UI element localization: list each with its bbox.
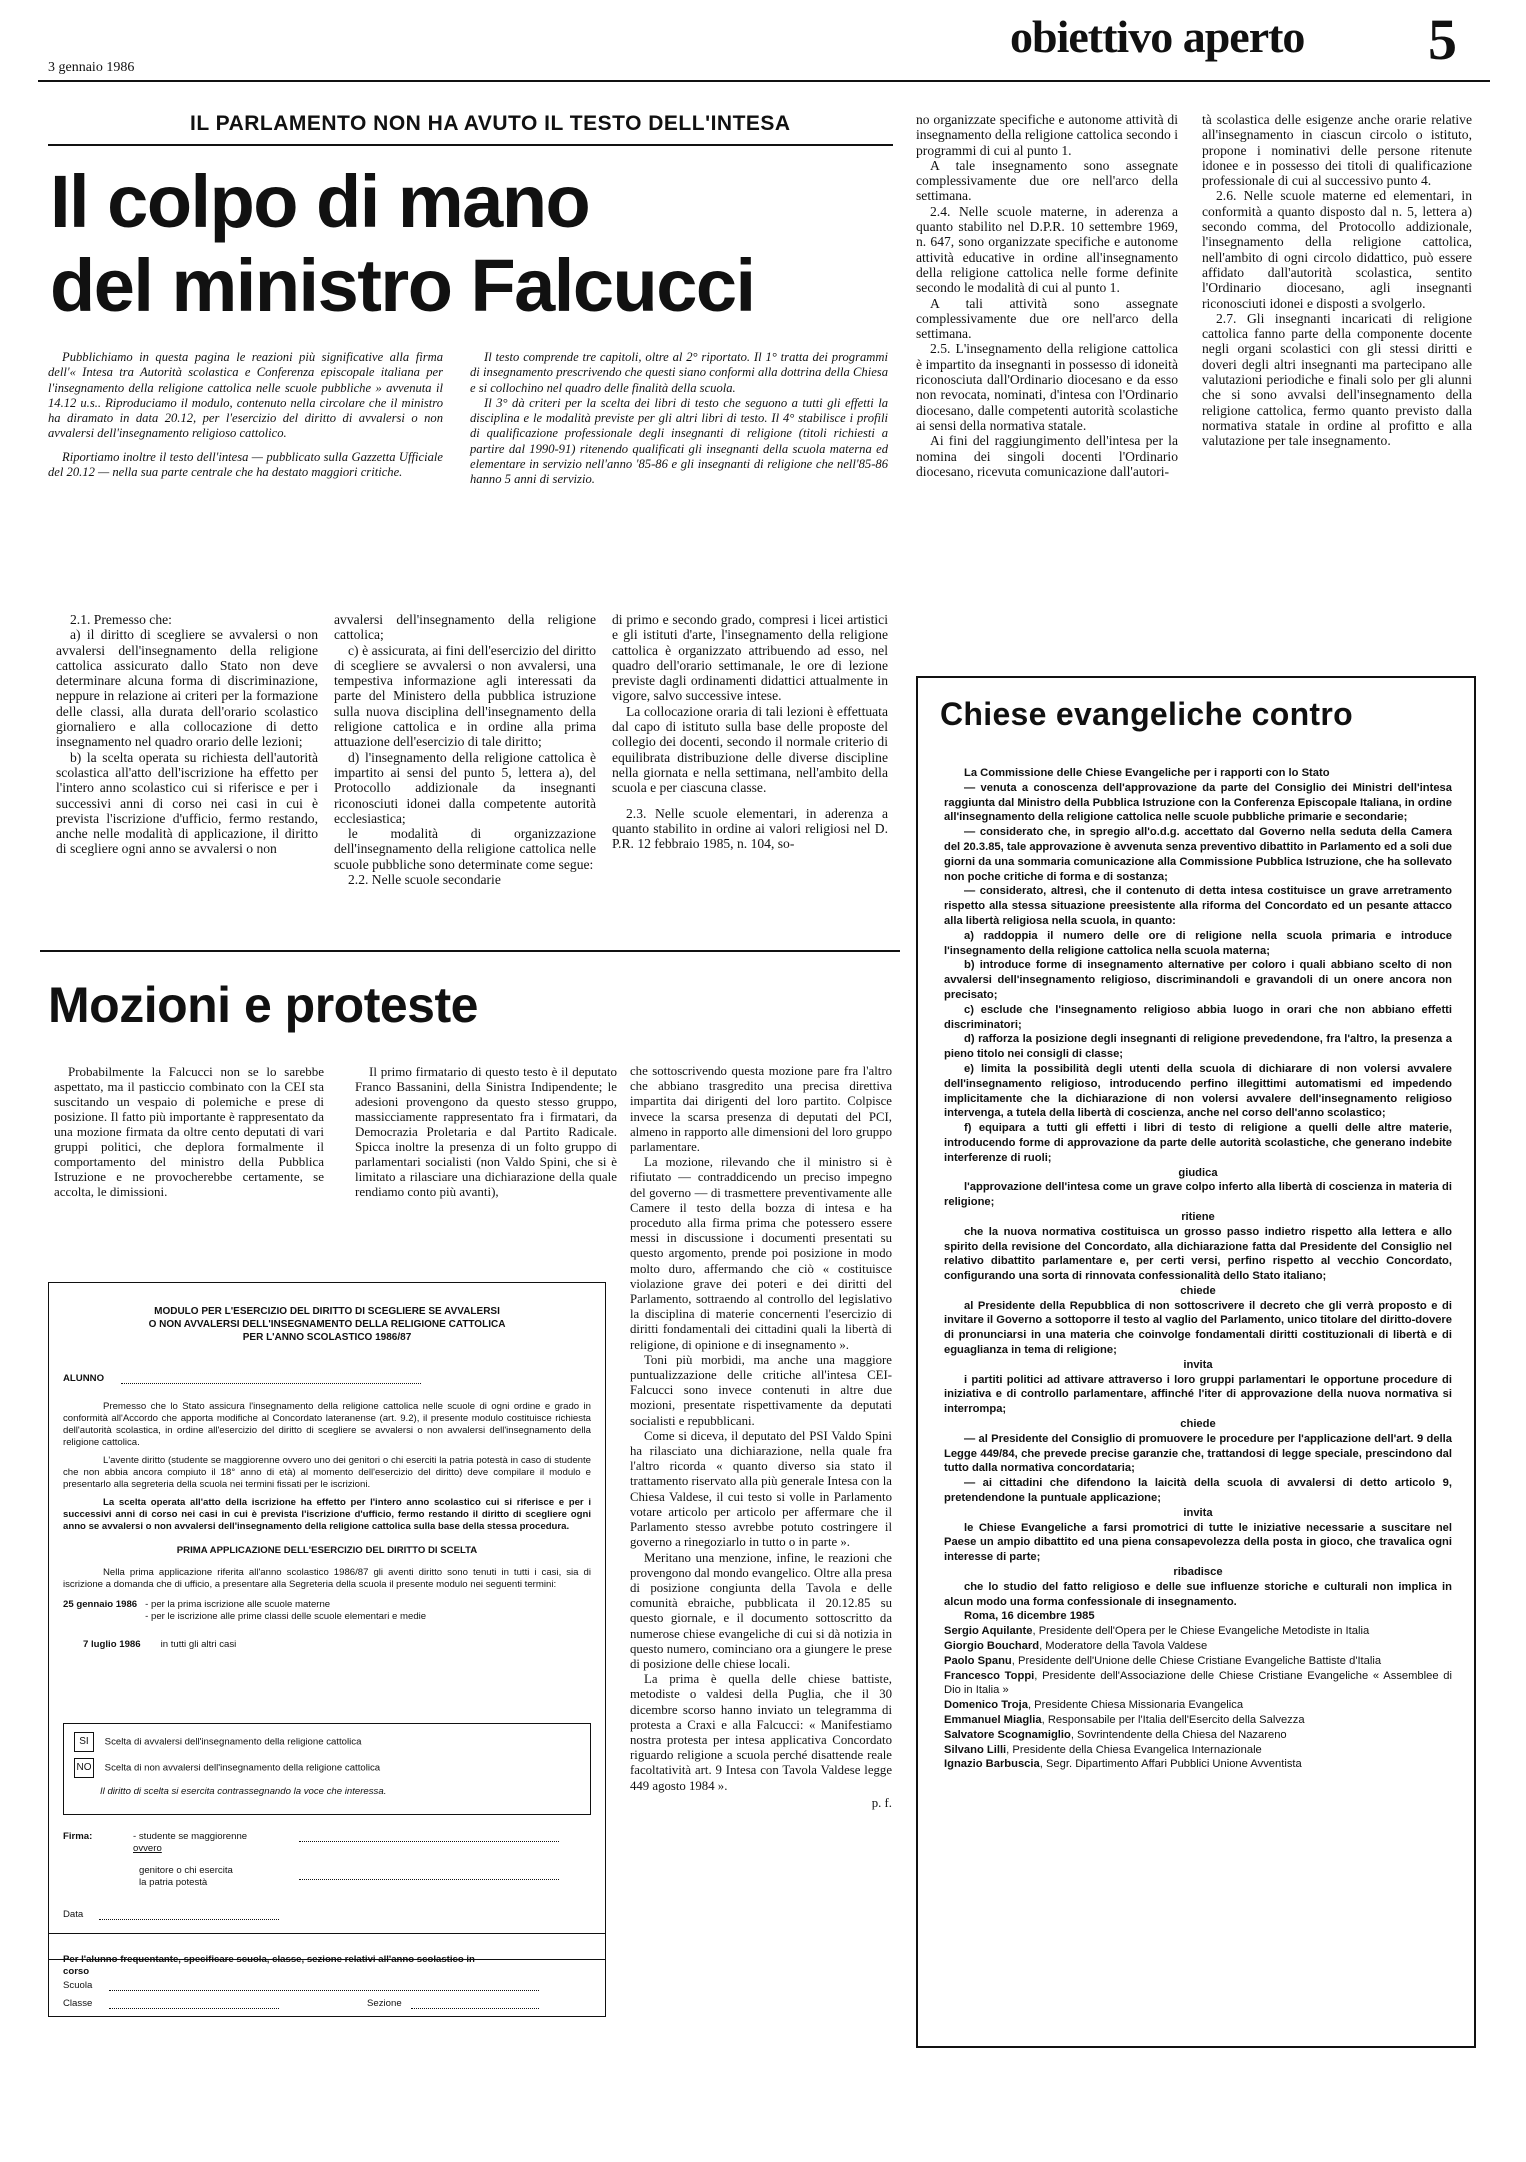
firma-option: - studente se maggiorenne <box>133 1831 248 1842</box>
body-paragraph: no organizzate specifiche e autonome attività di insegnamento della religione cattolica secondo i programmi di cui al punto 1. <box>916 112 1178 158</box>
body-paragraph: La collocazione oraria di tali lezioni è effettuata dal capo di istituto sulla base delle proposte del collegio dei docenti, secondo il normale criterio di equilibrata distribuzione delle diverse discipline nella giornata e nella settimana, nell'ambito della scuola e per ciascuna classe. <box>612 703 888 796</box>
scuola-field[interactable] <box>109 1990 539 1991</box>
signatory-role: , Responsabile per l'Italia dell'Esercito della Salvezza <box>1041 1714 1305 1726</box>
body-paragraph: che sottoscrivendo questa mozione pare fra l'altro che abbiano trasgredito una precisa direttiva impartita dai dirigenti del loro partito. Colpisce invece la scarsa presenza di deputati del PCI, almeno in rapporto alle dimensioni del loro gruppo parlamentare. <box>630 1064 892 1155</box>
modulo-subtitle: PRIMA APPLICAZIONE DELL'ESERCIZIO DEL DIRITTO DI SCELTA <box>176 1545 478 1556</box>
choice-si-checkbox[interactable]: SI <box>74 1732 94 1752</box>
mozioni-col-2 <box>355 1064 617 1199</box>
signatory <box>944 1743 1452 1758</box>
intro-paragraph: Il 3° dà criteri per la scelta dei libri di testo che seguono a tutti gli effetti la disciplina e le modalità previste per gli altri libri di testo. Il 4° stabilisce i profili di qualificazione professionale degli insegnanti di religione (titoli richiesti a partire dal 1990-91) ritenendo qualificati gli insegnanti della scuola materna ed elementare in servizio nell'anno '85-86 e gli insegnanti di religione che nell'85-86 hanno 5 anni di servizio. <box>470 395 888 487</box>
signoff: p. f. <box>871 1795 892 1810</box>
classe-label: Classe <box>63 1998 93 2009</box>
body-paragraph: d) l'insegnamento della religione cattolica è impartito ai sensi del punto 5, lettera a), del Protocollo addizionale da insegnanti riconosciuti idonei dalla competente autorità ecclesiastica; <box>334 749 596 826</box>
choice-box <box>63 1723 591 1815</box>
statement-keyword: invita <box>1183 1506 1213 1519</box>
deadline-text: - per le iscrizione alle prime classi delle scuole elementari e medie <box>145 1611 427 1622</box>
alunno-label: ALUNNO <box>63 1373 105 1384</box>
body-paragraph: a) il diritto di scegliere se avvalersi o non avvalersi dell'insegnamento della religione cattolica assicurato dallo Stato non deve determinare alcuna forma di discriminazione, neppure in relazione ai criteri per la formazione delle classi, alla durata dell'orario scolastico giornaliero e alla collocazione di detto insegnamento nel quadro orario delle lezioni; <box>56 627 318 750</box>
kicker: IL PARLAMENTO NON HA AVUTO IL TESTO DELL'INTESA <box>190 112 791 135</box>
intro-paragraph: Pubblichiamo in questa pagina le reazioni più significative alla firma dell'« Intesa tra Autorità scolastica e Conferenza episcopale italiana per l'insegnamento della religione cattolica nelle scuole pubbliche » avvenuta il 14.12 u.s.. Riproduciamo il modulo, contenuto nella circolare che il ministro ha diramato in data 20.12, per l'esercizio del diritto di avvalersi o non avvalersi dell'insegnamento religioso cattolico. <box>48 350 443 441</box>
statement-paragraph: e) limita la possibilità degli utenti della scuola di dichiarare di non volersi avvalere dell'insegnamento religioso, introducendo perfino illegittimi automatismi ed impedendo implicitamente che la dichiarazione di non volersi avvalere dell'insegnamento religioso intervenga, a tutela della libertà di coscienza, anche nel corso dell'anno scolastico; <box>944 1062 1452 1120</box>
statement-keyword: ritiene <box>1181 1210 1215 1223</box>
evangeliche-headline: Chiese evangeliche contro <box>940 696 1353 732</box>
modulo-title: PER L'ANNO SCOLASTICO 1986/87 <box>242 1332 412 1343</box>
modulo-footer <box>48 1950 606 2017</box>
statement-keyword: giudica <box>1178 1166 1218 1179</box>
statement-paragraph: — considerato, altresì, che il contenuto di detta intesa costituisce un grave arretramento rispetto alla stessa situazione preesistente alla riforma del Concordato ed un pesante attacco alla libertà religiosa nella scuola, in quanto: <box>944 885 1452 927</box>
masthead: obiettivo aperto <box>1010 11 1305 62</box>
firma-option: genitore o chi esercita <box>139 1865 233 1876</box>
sezione-field[interactable] <box>411 2008 539 2009</box>
body-paragraph: 2.6. Nelle scuole materne ed elementari, in conformità a quanto disposto dal n. 5, lettera a) secondo comma, del Protocollo addizionale, l'insegnamento della religione cattolica, nell'ambito di ogni circolo didattico, può essere affidato dall'autorità scolastica, sentito l'Ordinario diocesano, agli insegnanti riconosciuti idonei e disposti a svolgerlo. <box>1202 188 1472 311</box>
data-field[interactable] <box>99 1919 279 1920</box>
body-paragraph: 2.3. Nelle scuole elementari, in aderenza a quanto stabilito in ordine ai valori religiosi nel D. P.R. 12 febbraio 1985, n. 104, so- <box>612 805 888 852</box>
statement-paragraph: le Chiese Evangeliche a farsi promotrici di tutte le iniziative necessarie a suscitare nel Paese un ampio dibattito ed una piena consapevolezza della posta in gioco, che travalica ogni interesse di parte; <box>944 1521 1452 1564</box>
signatory-role: , Moderatore della Tavola Valdese <box>1039 1640 1208 1653</box>
firma-or: ovvero <box>133 1843 162 1854</box>
signatory-role: , Sovrintendente della Chiesa del Nazareno <box>1070 1728 1287 1741</box>
statement-paragraph: che lo studio del fatto religioso e delle sue influenze storiche e culturali non implica in alcun modo una forma confessionale di insegnamento. <box>944 1580 1452 1608</box>
signatory-name: Emmanuel Miaglia <box>944 1714 1042 1726</box>
deadline-text: - per la prima iscrizione alle scuole materne <box>145 1599 331 1610</box>
signatory <box>944 1669 1452 1699</box>
body-paragraph: 2.1. Premesso che: <box>70 612 172 627</box>
body-col-1 <box>56 612 318 857</box>
headline-line-1: Il colpo di mano <box>50 160 590 243</box>
choice-no-label: Scelta di non avvalersi dell'insegnamento della religione cattolica <box>104 1762 381 1774</box>
body-col-3 <box>612 612 888 851</box>
statement-keyword: chiede <box>1180 1284 1216 1297</box>
choice-no-checkbox[interactable]: NO <box>74 1758 94 1778</box>
signatory-role: , Presidente dell'Associazione delle Chiese Cristiane Evangeliche « Assemblee di Dio in Italia » <box>944 1669 1452 1697</box>
signatory-name: Paolo Spanu <box>944 1654 1012 1667</box>
signatory-role: , Presidente dell'Unione delle Chiese Cristiane Evangeliche Battiste d'Italia <box>1011 1654 1382 1667</box>
modulo-form <box>48 1282 606 1960</box>
body-paragraph: b) la scelta operata su richiesta dell'autorità scolastica all'atto dell'iscrizione ha effetto per l'intero anno scolastico cui si riferisce e per i successivi anni di corso nei casi in cui è prevista l'iscrizione d'ufficio, fermo restando, anche nelle modalità di applicazione, il diritto di scegliere ogni anno se avvalersi o non <box>56 749 318 857</box>
signatory <box>944 1639 1452 1654</box>
body-paragraph: c) è assicurata, ai fini dell'esercizio del diritto di scegliere se avvalersi o non avvalersi, una tempestiva informazione agli interessati da parte del Ministero della pubblica istruzione sulla nuova disciplina dell'insegnamento della religione cattolica e in ordine alla prima attuazione dell'esercizio di tale diritto; <box>334 642 596 750</box>
statement-keyword: invita <box>1183 1358 1213 1371</box>
signatory <box>944 1713 1452 1728</box>
body-paragraph: A tale insegnamento sono assegnate complessivamente due ore nell'arco della settimana. <box>916 157 1178 204</box>
signatory <box>944 1654 1452 1669</box>
body-paragraph: le modalità di organizzazione dell'insegnamento della religione cattolica nelle scuole pubbliche sono determinate come segue: <box>334 826 596 872</box>
signatory <box>944 1728 1452 1743</box>
body-paragraph: Il primo firmatario di questo testo è il deputato Franco Bassanini, della Sinistra Indipendente; le adesioni provengono da questo stesso gruppo, massicciamente rappresentato fra i firmatari, da Democrazia Proletaria e dal Partito Radicale. Spicca inoltre la presenza di un folto gruppo di parlamentari socialisti (non Valdo Spini, che si è limitato a rilasciare una dichiarazione della quale rendiamo conto più avanti), <box>355 1064 617 1199</box>
statement-paragraph: b) introduce forme di insegnamento alternative per coloro i quali abbiano scelto di non avvalersi dell'insegnamento religioso, discriminandoli e gravandoli di un onere ancora non precisato; <box>944 959 1452 1001</box>
signatory-role: , Presidente Chiesa Missionaria Evangelica <box>1027 1699 1244 1712</box>
statement-keyword: ribadisce <box>1173 1566 1223 1579</box>
modulo-paragraph: La scelta operata all'atto della iscrizione ha effetto per l'intero anno scolastico cui si riferisce e per i successivi anni di corso nei casi in cui è prevista l'iscrizione d'ufficio, fermo restando il diritto di scegliere ogni anno se avvalersi o non avvalersi dell'insegnamento della religione cattolica sulla base della stessa procedura. <box>63 1497 591 1532</box>
body-paragraph: Toni più morbidi, ma anche una maggiore puntualizzazione delle critiche all'intesa CEI-Falcucci sono invece contenuti in altre due mozioni, presentate rispettivamente da deputati socialisti e repubblicani. <box>630 1352 892 1428</box>
statement-paragraph: — considerato che, in spregio all'o.d.g. accettato dal Governo nella seduta della Camera del 20.3.85, tale approvazione è avvenuta senza preventivo dibattito in Parlamento ed a soli due giorni da una sommaria comunicazione alla Commissione Pubblica Istruzione, che ha sollevato non poche critiche di forma e di sostanza; <box>944 826 1452 883</box>
signatory <box>944 1757 1452 1772</box>
body-paragraph: avvalersi dell'insegnamento della religione cattolica; <box>334 612 596 643</box>
classe-field[interactable] <box>109 2008 279 2009</box>
deadline-date: 7 luglio 1986 <box>83 1639 141 1650</box>
alunno-field[interactable] <box>121 1383 421 1384</box>
choice-note: Il diritto di scelta si esercita contrassegnando la voce che interessa. <box>100 1786 387 1797</box>
signatory-name: Silvano Lilli <box>944 1743 1007 1756</box>
body-paragraph: di primo e secondo grado, compresi i licei artistici e gli istituti d'arte, l'insegnamento della religione cattolica è organizzato attribuendo ad esso, nel quadro dell'orario settimanale, le ore di lezione previste dagli ordinamenti didattici attualmente in vigore, salvo successive intese. <box>612 612 888 704</box>
statement-keyword: chiede <box>1180 1418 1216 1431</box>
body-paragraph: 2.5. L'insegnamento della religione cattolica è impartito da insegnanti in possesso di idoneità riconosciuta dall'Ordinario diocesano e da esso non revocata, nominati, d'intesa con l'Ordinario diocesano, dalle competenti autorità scolastiche ai sensi della normativa statale. <box>916 341 1178 433</box>
deadline-date: 25 gennaio 1986 <box>63 1599 138 1610</box>
signatory-name: Giorgio Bouchard <box>944 1640 1040 1653</box>
statement-paragraph: Roma, 16 dicembre 1985 <box>964 1610 1095 1623</box>
body-paragraph: Come si diceva, il deputato del PSI Valdo Spini ha rilasciato una dichiarazione, nella quale fra l'altro ricorda « quanto diverso sia stato il trattamento riservato alla più generale Intesa con la Chiesa Valdese, il cui testo si volle in Parlamento votare articolo per articolo per affermare che il Parlamento stesso avrebbe potuto costringere il governo a rinegoziarlo in tutto o in parte ». <box>630 1428 892 1550</box>
statement-paragraph: d) rafforza la posizione degli insegnanti di religione prevedendone, fra l'altro, la presenza a pieno titolo nei consigli di classe; <box>944 1033 1452 1061</box>
sezione-label: Sezione <box>367 1998 402 2009</box>
statement-paragraph: La Commissione delle Chiese Evangeliche per i rapporti con lo Stato <box>964 767 1330 779</box>
body-paragraph: La prima è quella delle chiese battiste, metodiste o valdesi della Puglia, che il 30 dicembre scorso hanno inviato un telegramma di protesta a Craxi e alla Falcucci: « Manifestiamo nostra protesta per intesa applicativa Concordato riguardo religione a scuola perché disattende reale facoltatività art. 9 Intesa con Tavola Valdese legge 449 agosto 1984 ». <box>630 1672 892 1793</box>
section-rule <box>40 950 900 952</box>
signatory-name: Salvatore Scognamiglio <box>944 1728 1071 1741</box>
statement-paragraph: c) esclude che l'insegnamento religioso abbia luogo in orari che non abbiano effetti discriminatori; <box>944 1003 1452 1031</box>
evangeliche-body <box>944 766 1452 1772</box>
signatory-name: Ignazio Barbuscia <box>944 1758 1040 1771</box>
mozioni-headline: Mozioni e proteste <box>48 977 478 1033</box>
body-col-4 <box>916 112 1178 479</box>
headline <box>50 160 755 328</box>
signatory-role: , Presidente della Chiesa Evangelica Internazionale <box>1006 1743 1262 1756</box>
intro-paragraph: Il testo comprende tre capitoli, oltre al 2° riportato. Il 1° tratta dei programmi di insegnamento prescrivendo che questi siano conformi alla dottrina della Chiesa e si collochino nel quadro delle finalità della scuola. <box>470 350 888 395</box>
modulo-paragraph: Nella prima applicazione riferita all'anno scolastico 1986/87 gli aventi diritto sono tenuti in tutti i casi, sia di iscrizione a domanda che di ufficio, a presentare alla Segreteria della scuola il presente modulo nei seguenti termini: <box>63 1567 591 1590</box>
body-paragraph: La mozione, rilevando che il ministro si è rifiutato — contraddicendo un preciso impegno del governo — di trasmettere preventivamente alle Camere il testo della bozza di intesa e ha proceduto alla firma prima che potessero essere messi in discussione i documenti presentati su questo argomento, prende poi posizione in modo molto duro, affermando che ciò « costituisce violazione grave dei poteri e dei diritti del Parlamento, sottraendo al controllo del legislativo la disciplina di materie concernenti l'esercizio di diritti fondamentali dei cittadini quali la libertà di religione, di opinione e di insegnamento ». <box>630 1155 892 1352</box>
body-paragraph: Probabilmente la Falcucci non se lo sarebbe aspettato, ma il pasticcio combinato con la CEI sta suscitando un vespaio di polemiche e prese di posizione. Il fatto più importante è rappresentato da una mozione firmata da oltre cento deputati di vari gruppi politici, che deplora formalmente il comportamento del ministro della Pubblica Istruzione e ne provocherebbe certamente, se accolta, le dimissioni. <box>54 1064 324 1199</box>
firma-option: la patria potestà <box>139 1877 208 1888</box>
signatory-name: Domenico Troja <box>944 1699 1028 1712</box>
mozioni-col-3 <box>630 1064 892 1811</box>
deadline-text: in tutti gli altri casi <box>160 1639 237 1650</box>
firma-label: Firma: <box>63 1831 93 1842</box>
body-paragraph: 2.7. Gli insegnanti incaricati di religione cattolica fanno parte della componente docente negli organi scolastici con gli stessi diritti e doveri degli altri insegnanti ma partecipano alle valutazioni periodiche e finali solo per gli alunni che si sono avvalsi dell'insegnamento della religione cattolica, fermo quanto previsto dalla normativa statale in ordine al profitto e alla valutazione per tale insegnamento. <box>1202 310 1472 449</box>
footer-note: Per l'alunno frequentante, specificare scuola, classe, sezione relativi all'anno scolastico in corso <box>63 1954 475 1977</box>
statement-paragraph: — venuta a conoscenza dell'approvazione da parte del Consiglio dei Ministri dell'intesa raggiunta dal Ministro della Pubblica Istruzione con la Conferenza Episcopale Italiana, in ordine all'insegnamento della religione cattolica nelle scuole pubbliche primarie e secondarie; <box>944 781 1452 824</box>
modulo-paragraph: L'avente diritto (studente se maggiorenne ovvero uno dei genitori o chi eserciti la patria potestà in caso di studente che non abbia ancora compiuto il 18° anno di età) al momento dell'esercizio del diritto) deve compilare il modulo e presentarlo alla segreteria della scuola nei termini fissati per le iscrizioni. <box>63 1455 591 1490</box>
body-paragraph: Meritano una menzione, infine, le reazioni che provengono dal mondo evangelico. Oltre alla presa di posizione congiunta della Tavola e delle comunità ebraiche, pubblicata il 20.12.85 su questo giornale, e il documento sottoscritto da numerose chiese evangeliche di cui si dà notizia in questo numero, cominciano ora a giungere le prese di posizione delle chiese locali. <box>630 1550 892 1671</box>
data-label: Data <box>63 1909 84 1920</box>
body-paragraph: tà scolastica delle esigenze anche orarie relative all'insegnamento in ciascun circolo o istituto, propone i nominativi delle persone ritenute idonee e in possesso dei titoli di qualificazione professionale di cui al successivo punto 4. <box>1202 112 1472 189</box>
modulo-paragraph: Premesso che lo Stato assicura l'insegnamento della religione cattolica nelle scuole di ogni ordine e grado in conformità all'Accordo che apporta modifiche al Concordato lateranense (art. 9.2), il presente modulo costituisce richiesta dell'autorità scolastica, in ordine all'esercizio del diritto di scegliere se avvalersi o non avvalersi dell'insegnamento della religione cattolica. <box>63 1401 591 1448</box>
page-date: 3 gennaio 1986 <box>48 60 135 75</box>
body-paragraph: 2.2. Nelle scuole secondarie <box>348 872 501 888</box>
modulo-title: MODULO PER L'ESERCIZIO DEL DIRITTO DI SCEGLIERE SE AVVALERSI <box>154 1306 500 1317</box>
firma-field-2[interactable] <box>299 1879 559 1880</box>
signatory-name: Sergio Aquilante <box>944 1625 1033 1638</box>
header-rule <box>38 80 1490 82</box>
body-paragraph: A tali attività sono assegnate complessivamente due ore nell'arco della settimana. <box>916 295 1178 342</box>
intro-col-2 <box>470 350 888 488</box>
evangeliche-box <box>916 676 1476 2048</box>
firma-field-1[interactable] <box>299 1841 559 1842</box>
signatory <box>944 1698 1452 1713</box>
body-col-5 <box>1202 112 1472 449</box>
scuola-label: Scuola <box>63 1980 93 1991</box>
page-number: 5 <box>1428 7 1457 72</box>
statement-paragraph: l'approvazione dell'intesa come un grave colpo inferto alla libertà di coscienza in materia di religione; <box>944 1181 1452 1209</box>
body-paragraph: Ai fini del raggiungimento dell'intesa per la nomina dei singoli docenti l'Ordinario diocesano, ricevuta comunicazione dall'autori- <box>916 433 1178 479</box>
signatory-role: , Presidente dell'Opera per le Chiese Evangeliche Metodiste in Italia <box>1032 1625 1370 1638</box>
kicker-rule <box>48 144 893 146</box>
signatory <box>944 1624 1452 1639</box>
modulo-title: O NON AVVALERSI DELL'INSEGNAMENTO DELLA RELIGIONE CATTOLICA <box>148 1319 506 1330</box>
headline-line-2: del ministro Falcucci <box>50 244 755 327</box>
intro-col-1 <box>48 350 443 480</box>
mozioni-col-1 <box>54 1064 324 1199</box>
body-paragraph: 2.4. Nelle scuole materne, in aderenza a quanto stabilito nel D.P.R. 10 settembre 1969, n. 647, sono organizzate specifiche e autonome attività educative in ordine all'insegnamento della religione cattolica nelle forme definite secondo le modalità di cui al punto 1. <box>916 203 1178 296</box>
statement-paragraph: f) equipara a tutti gli effetti i libri di testo di religione a quelli delle altre materie, introducendo forme di approvazione da parte delle autorità scolastiche, che generano indebite interferenze di ruoli; <box>944 1122 1452 1164</box>
statement-paragraph: — al Presidente del Consiglio di promuovere le procedure per l'applicazione dell'art. 9 della Legge 449/84, che prevede precise garanzie che, trattandosi di legge speciale, prescindono dal tutto dalla normativa concordataria; <box>944 1432 1452 1475</box>
statement-paragraph: al Presidente della Repubblica di non sottoscrivere il decreto che gli verrà proposto e di invitare il Governo a sottoporre il testo al vaglio del Parlamento, unico titolare del diritto-dovere di pronunciarsi in una materia che coinvolge fondamentali diritti costituzionali di libertà e di eguaglianza in tema di religione; <box>944 1299 1452 1357</box>
body-col-2 <box>334 612 596 887</box>
intro-paragraph: Riportiamo inoltre il testo dell'intesa — pubblicato sulla Gazzetta Ufficiale del 20.12 — nella sua parte centrale che ha destato maggiori critiche. <box>48 449 443 480</box>
signatory-role: , Segr. Dipartimento Affari Pubblici Unione Avventista <box>1039 1758 1302 1771</box>
choice-si-label: Scelta di avvalersi dell'insegnamento della religione cattolica <box>104 1736 362 1748</box>
statement-paragraph: i partiti politici ad attivare attraverso i loro gruppi parlamentari le opportune procedure di iniziativa e di controllo parlamentare, affinché l'iter di approvazione della nuova normativa si interrompa; <box>944 1373 1452 1416</box>
statement-paragraph: a) raddoppia il numero delle ore di religione nella scuola primaria e introduce l'insegnamento della religione cattolica nella scuola materna; <box>944 929 1452 957</box>
statement-paragraph: — ai cittadini che difendono la laicità della scuola di avvalersi di detto articolo 9, pretendendone la puntuale applicazione; <box>944 1477 1452 1505</box>
statement-paragraph: che la nuova normativa costituisca un grosso passo indietro rispetto alla lettera e allo spirito della revisione del Concordato, alla dichiarazione fatta dal Presidente del Consiglio nel relativo dibattito parlamentare e, per certi versi, perfino rispetto al vecchio Concordato, configurando una sorta di rinnovata confessionalità dello Stato italiano; <box>944 1225 1452 1283</box>
signatory-name: Francesco Toppi <box>944 1669 1035 1682</box>
